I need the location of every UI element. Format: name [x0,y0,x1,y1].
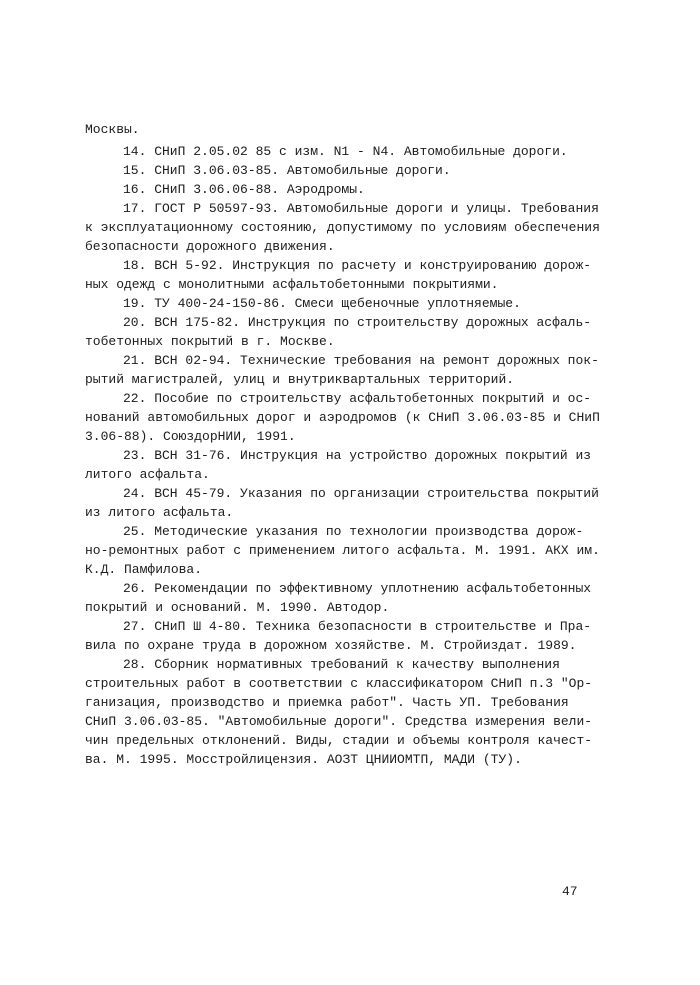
text-line: 23. ВСН 31-76. Инструкция на устройство дорожных покрытий из [123,448,592,463]
text-line: 20. ВСН 175-82. Инструкция по строительству дорожных асфаль- [123,315,592,330]
text-line: вила по охране труда в дорожном хозяйстве. М. Стройиздат. 1989. [85,638,577,653]
text-line: 26. Рекомендации по эффективному уплотнению асфальтобетонных [123,581,592,596]
text-line: тобетонных покрытий в г. Москве. [85,334,335,349]
text-line: 27. СНиП Ш 4-80. Техника безопасности в строительстве и Пра- [123,619,592,634]
text-line: литого асфальта. [85,467,210,482]
text-line: безопасности дорожного движения. [85,239,335,254]
text-line: 19. ТУ 400-24-150-86. Смеси щебеночные уплотняемые. [123,296,521,311]
text-line: рытий магистралей, улиц и внутриквартальных территорий. [85,372,515,387]
page-number: 47 [562,884,578,899]
text-line: 22. Пособие по строительству асфальтобетонных покрытий и ос- [123,391,592,406]
text-line: К.Д. Памфилова. [85,562,203,577]
text-line: ганизация, производство и приемка работ". Часть УП. Требования [85,695,569,710]
text-line: 3.06-88). СоюздорНИИ, 1991. [85,429,296,444]
text-line: ных одежд с монолитными асфальтобетонными покрытиями. [85,277,499,292]
text-line: 14. СНиП 2.05.02 85 с изм. N1 - N4. Автомобильные дороги. [123,144,568,159]
text-line: 24. ВСН 45-79. Указания по организации строительства покрытий [123,486,599,501]
text-line: 21. ВСН 02-94. Технические требования на ремонт дорожных пок- [123,353,599,368]
text-line: 25. Методические указания по технологии производства дорож- [123,524,584,539]
text-line: 16. СНиП 3.06.06-88. Аэродромы. [123,182,365,197]
text-line: Москвы. [85,122,140,137]
text-line: 17. ГОСТ Р 50597-93. Автомобильные дороги и улицы. Требования [123,201,599,216]
text-line: 15. СНиП 3.06.03-85. Автомобильные дороги. [123,163,451,178]
text-line: 28. Сборник нормативных требований к качеству выполнения [123,657,560,672]
text-line: нований автомобильных дорог и аэродромов (к СНиП 3.06.03-85 и СНиП [85,410,600,425]
text-line: из литого асфальта. [85,505,234,520]
text-line: но-ремонтных работ с применением литого асфальта. М. 1991. АКХ им. [85,543,600,558]
text-line: к эксплуатационному состоянию, допустимому по условиям обеспечения [85,220,600,235]
text-line: СНиП 3.06.03-85. "Автомобильные дороги". Средства измерения вели- [85,714,593,729]
text-line: строительных работ в соответствии с классификатором СНиП п.3 "Ор- [85,676,593,691]
text-line: ва. М. 1995. Мосстройлицензия. АОЗТ ЦНИИОМТП, МАДИ (ТУ). [85,752,522,767]
text-line: чин предельных отклонений. Виды, стадии и объемы контроля качест- [85,733,593,748]
text-line: 18. ВСН 5-92. Инструкция по расчету и конструированию дорож- [123,258,592,273]
text-line: покрытий и оснований. М. 1990. Автодор. [85,600,390,615]
